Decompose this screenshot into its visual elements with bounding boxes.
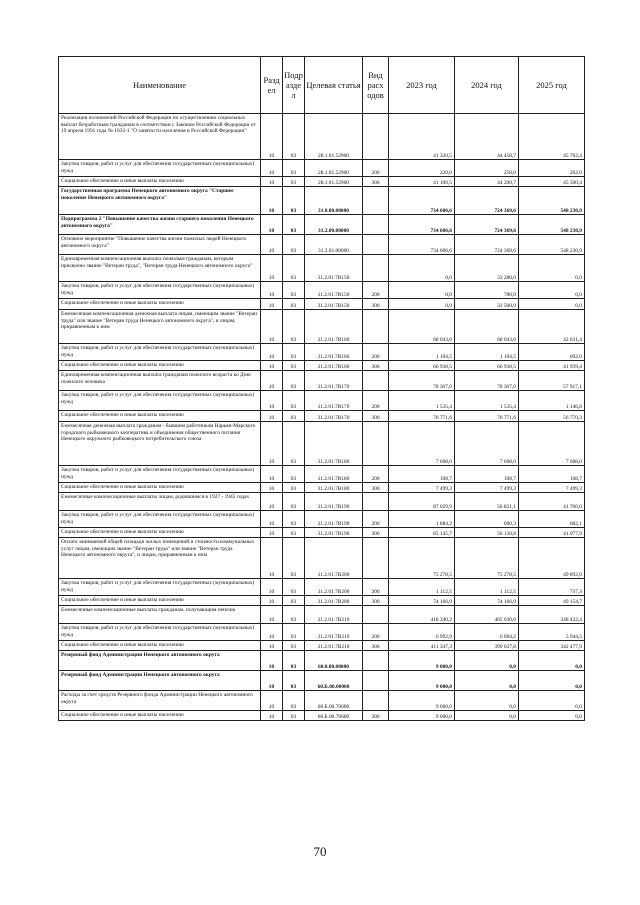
- cell-podrazdel: 03: [283, 511, 305, 528]
- cell-podrazdel: 03: [283, 422, 305, 466]
- cell-2025: 262,0: [519, 160, 585, 177]
- cell-article: 60.0.00.00000: [305, 651, 363, 671]
- cell-razdel: 10: [261, 466, 283, 483]
- cell-vid: 200: [363, 624, 389, 641]
- cell-2024: 56 821,1: [455, 493, 519, 511]
- cell-name: Расходы за счет средств Резервного фонда Администрации Ненецкого автономного округа: [59, 691, 261, 711]
- cell-article: 31.2.01.7В180: [305, 422, 363, 466]
- cell-podrazdel: 03: [283, 160, 305, 177]
- cell-name: Оплата занимаемой общей площади жилых помещений и стоимости коммунальных услуг лицам, имеющим звание "Ветеран труда" или звание "Ветеран труда Ненецкого автономного округа", и лицам, приравненным к ним: [59, 538, 261, 579]
- table-row: [59, 114, 585, 160]
- cell-2025: 57 917,1: [519, 371, 585, 391]
- table-row: [59, 215, 585, 235]
- cell-vid: [363, 651, 389, 671]
- cell-2024: 405 030,0: [455, 606, 519, 624]
- cell-article: 60.Б.00.00000: [305, 671, 363, 691]
- cell-2025: 348 422,4: [519, 606, 585, 624]
- cell-article: 31.2.01.7В170: [305, 371, 363, 391]
- header-article: Целевая статья: [305, 57, 363, 114]
- cell-vid: 200: [363, 160, 389, 177]
- cell-article: 31.2.01.7В160: [305, 310, 363, 344]
- table-row: [59, 361, 585, 371]
- cell-razdel: 10: [261, 691, 283, 711]
- header-name: Наименование: [59, 57, 261, 114]
- cell-razdel: 10: [261, 422, 283, 466]
- cell-razdel: 10: [261, 255, 283, 282]
- cell-razdel: 10: [261, 483, 283, 493]
- cell-vid: [363, 187, 389, 215]
- cell-vid: [363, 310, 389, 344]
- cell-name: Закупка товаров, работ и услуг для обеспечения государственных (муниципальных) нужд: [59, 624, 261, 641]
- cell-2025: 7 499,3: [519, 483, 585, 493]
- table-row: [59, 466, 585, 483]
- cell-podrazdel: 03: [283, 691, 305, 711]
- cell-name: Закупка товаров, работ и услуг для обеспечения государственных (муниципальных) нужд: [59, 579, 261, 596]
- cell-2024: 78 307,0: [455, 371, 519, 391]
- cell-2024: 724 369,6: [455, 215, 519, 235]
- cell-vid: [363, 114, 389, 160]
- cell-2023: 734 606,6: [389, 235, 455, 255]
- cell-name: Единовременная компенсационная выплата пожилым гражданам, которым присвоено звание "Ветеран труда", "Ветеран труда Ненецкого автономного округа": [59, 255, 261, 282]
- cell-razdel: 10: [261, 215, 283, 235]
- table-row: [59, 235, 585, 255]
- cell-razdel: 10: [261, 596, 283, 606]
- table-row: [59, 651, 585, 671]
- cell-article: 31.2.01.7В170: [305, 391, 363, 411]
- cell-podrazdel: 03: [283, 255, 305, 282]
- cell-name: Ежемесячные компенсационные выплаты лицам, родившимся в 1927 - 1945 годах: [59, 493, 261, 511]
- cell-name: Закупка товаров, работ и услуг для обеспечения государственных (муниципальных) нужд: [59, 391, 261, 411]
- header-2024: 2024 год: [455, 57, 519, 114]
- table-row: [59, 299, 585, 310]
- table-row: [59, 483, 585, 493]
- cell-2024: 75 278,5: [455, 538, 519, 579]
- cell-name: Социальное обеспечение и иные выплаты населению: [59, 483, 261, 493]
- cell-name: Социальное обеспечение и иные выплаты населению: [59, 711, 261, 721]
- cell-2024: 724 369,6: [455, 235, 519, 255]
- cell-2025: 41 760,0: [519, 493, 585, 511]
- cell-article: 28.1.01.52900: [305, 160, 363, 177]
- cell-vid: 300: [363, 299, 389, 310]
- cell-vid: [363, 671, 389, 691]
- cell-2023: 1 104,5: [389, 344, 455, 361]
- cell-name: Подпрограмма 2 "Повышение качества жизни старшего поколения Ненецкого автономного округа": [59, 215, 261, 235]
- cell-article: 60.Б.00.70600: [305, 711, 363, 721]
- cell-2024: 68 043,0: [455, 310, 519, 344]
- cell-article: 31.2.01.7В150: [305, 255, 363, 282]
- cell-vid: 300: [363, 596, 389, 606]
- cell-article: 28.1.01.52900: [305, 114, 363, 160]
- cell-vid: [363, 422, 389, 466]
- cell-2023: 74 166,0: [389, 596, 455, 606]
- cell-2023: 0,0: [389, 299, 455, 310]
- cell-article: 31.2.01.7В210: [305, 624, 363, 641]
- cell-name: Социальное обеспечение и иные выплаты населению: [59, 411, 261, 422]
- cell-2023: 6 992,9: [389, 624, 455, 641]
- cell-podrazdel: 03: [283, 344, 305, 361]
- budget-table: [58, 56, 585, 721]
- cell-2024: 0,0: [455, 691, 519, 711]
- cell-2023: 41 320,5: [389, 114, 455, 160]
- cell-2023: 1 535,4: [389, 391, 455, 411]
- cell-2023: 1 112,5: [389, 579, 455, 596]
- cell-name: Закупка товаров, работ и услуг для обеспечения государственных (муниципальных) нужд: [59, 282, 261, 299]
- cell-article: 31.2.01.00000: [305, 235, 363, 255]
- cell-2023: 0,0: [389, 255, 455, 282]
- table-row: [59, 371, 585, 391]
- cell-podrazdel: 03: [283, 391, 305, 411]
- cell-vid: 200: [363, 391, 389, 411]
- cell-razdel: 10: [261, 711, 283, 721]
- cell-vid: 200: [363, 344, 389, 361]
- cell-2025: 548 230,9: [519, 215, 585, 235]
- cell-2025: 7 608,0: [519, 422, 585, 466]
- cell-2025: 56 770,3: [519, 411, 585, 422]
- cell-2025: 682,1: [519, 511, 585, 528]
- cell-podrazdel: 03: [283, 177, 305, 187]
- cell-name: Социальное обеспечение и иные выплаты населению: [59, 596, 261, 606]
- cell-razdel: 10: [261, 606, 283, 624]
- cell-article: 28.1.01.52900: [305, 177, 363, 187]
- cell-2025: 45 762,4: [519, 114, 585, 160]
- cell-vid: [363, 255, 389, 282]
- cell-name: Ежемесячная денежная выплата гражданам - бывшим работникам Нарьян-Марского городского рыбковецкого кооператива и объединения общественного питания Ненецкого окружного рыбковецкого потребительского союза: [59, 422, 261, 466]
- table-header-row: [59, 57, 585, 114]
- cell-2024: 1 535,4: [455, 391, 519, 411]
- cell-2025: 49 154,7: [519, 596, 585, 606]
- table-row: [59, 282, 585, 299]
- cell-podrazdel: 03: [283, 361, 305, 371]
- cell-article: 31.2.01.7В190: [305, 528, 363, 538]
- cell-razdel: 10: [261, 114, 283, 160]
- cell-name: Закупка товаров, работ и услуг для обеспечения государственных (муниципальных) нужд: [59, 511, 261, 528]
- cell-podrazdel: 03: [283, 282, 305, 299]
- cell-2023: 734 606,6: [389, 187, 455, 215]
- cell-article: 31.2.01.7В150: [305, 299, 363, 310]
- cell-name: Закупка товаров, работ и услуг для обеспечения государственных (муниципальных) нужд: [59, 466, 261, 483]
- page-number: 70: [313, 844, 327, 859]
- cell-2024: 690,3: [455, 511, 519, 528]
- cell-2025: 41 077,9: [519, 528, 585, 538]
- cell-2025: 0,0: [519, 299, 585, 310]
- cell-article: 31.2.01.7В200: [305, 538, 363, 579]
- cell-article: 31.2.01.7В190: [305, 493, 363, 511]
- cell-2024: 76 771,6: [455, 411, 519, 422]
- cell-2023: 0,0: [389, 282, 455, 299]
- header-2023: 2023 год: [389, 57, 455, 114]
- cell-podrazdel: 03: [283, 493, 305, 511]
- cell-2025: 548 230,9: [519, 187, 585, 215]
- table-row: [59, 255, 585, 282]
- cell-2024: 724 369,6: [455, 187, 519, 215]
- cell-2023: 75 278,5: [389, 538, 455, 579]
- cell-2024: 399 027,8: [455, 641, 519, 651]
- cell-name: Социальное обеспечение и иные выплаты населению: [59, 641, 261, 651]
- cell-vid: [363, 215, 389, 235]
- cell-article: 31.2.00.00000: [305, 215, 363, 235]
- cell-razdel: 10: [261, 282, 283, 299]
- cell-2025: 548 230,9: [519, 235, 585, 255]
- cell-article: 31.2.01.7В150: [305, 282, 363, 299]
- cell-podrazdel: 03: [283, 651, 305, 671]
- cell-2024: 56 130,8: [455, 528, 519, 538]
- cell-vid: [363, 691, 389, 711]
- cell-razdel: 10: [261, 371, 283, 391]
- table-body: [59, 114, 585, 721]
- cell-vid: 300: [363, 483, 389, 493]
- cell-article: 31.2.01.7В210: [305, 606, 363, 624]
- table-row: [59, 538, 585, 579]
- cell-podrazdel: 03: [283, 596, 305, 606]
- cell-2024: 7 499,3: [455, 483, 519, 493]
- cell-2024: 1 112,5: [455, 579, 519, 596]
- cell-2023: 76 771,6: [389, 411, 455, 422]
- cell-2023: 7 499,3: [389, 483, 455, 493]
- header-podrazdel: Подр азде л: [283, 57, 305, 114]
- cell-razdel: 10: [261, 235, 283, 255]
- cell-name: Закупка товаров, работ и услуг для обеспечения государственных (муниципальных) нужд: [59, 160, 261, 177]
- cell-vid: 200: [363, 282, 389, 299]
- cell-2024: 44 200,7: [455, 177, 519, 187]
- cell-podrazdel: 03: [283, 299, 305, 310]
- cell-razdel: 10: [261, 411, 283, 422]
- cell-razdel: 10: [261, 391, 283, 411]
- cell-2024: 780,0: [455, 282, 519, 299]
- cell-article: 31.2.01.7В170: [305, 411, 363, 422]
- cell-article: 60.Б.00.70600: [305, 691, 363, 711]
- cell-article: 31.0.00.00000: [305, 187, 363, 215]
- cell-razdel: 10: [261, 651, 283, 671]
- cell-2025: 45 500,4: [519, 177, 585, 187]
- cell-vid: [363, 235, 389, 255]
- cell-2023: 9 000,0: [389, 651, 455, 671]
- cell-2023: 9 000,0: [389, 711, 455, 721]
- cell-razdel: 10: [261, 579, 283, 596]
- cell-2025: 0,0: [519, 651, 585, 671]
- cell-razdel: 10: [261, 538, 283, 579]
- cell-2025: 1 146,8: [519, 391, 585, 411]
- cell-name: Резервный фонд Администрации Ненецкого автономного округа: [59, 651, 261, 671]
- cell-name: Социальное обеспечение и иные выплаты населению: [59, 528, 261, 538]
- cell-2023: 7 608,0: [389, 422, 455, 466]
- cell-razdel: 10: [261, 641, 283, 651]
- header-vid: Вид расх одов: [363, 57, 389, 114]
- cell-razdel: 10: [261, 160, 283, 177]
- cell-vid: [363, 371, 389, 391]
- table-row: [59, 596, 585, 606]
- cell-razdel: 10: [261, 671, 283, 691]
- cell-2025: 0,0: [519, 711, 585, 721]
- cell-2024: 32 500,0: [455, 299, 519, 310]
- cell-article: 31.2.01.7В200: [305, 579, 363, 596]
- cell-2024: 7 608,0: [455, 422, 519, 466]
- cell-2023: 1 884,2: [389, 511, 455, 528]
- table-row: [59, 579, 585, 596]
- cell-2023: 68 043,0: [389, 310, 455, 344]
- cell-2024: 44 458,7: [455, 114, 519, 160]
- cell-article: 31.2.01.7В160: [305, 361, 363, 371]
- cell-razdel: 10: [261, 187, 283, 215]
- cell-razdel: 10: [261, 624, 283, 641]
- table-row: [59, 606, 585, 624]
- cell-vid: [363, 538, 389, 579]
- table-row: [59, 187, 585, 215]
- cell-2024: 66 938,5: [455, 361, 519, 371]
- cell-name: Единовременная компенсационная выплата гражданам пожилого возраста ко Дню пожилого человека: [59, 371, 261, 391]
- cell-2024: 0,0: [455, 711, 519, 721]
- cell-vid: 300: [363, 361, 389, 371]
- cell-2025: 0,0: [519, 671, 585, 691]
- cell-2024: 74 166,0: [455, 596, 519, 606]
- table-row: [59, 641, 585, 651]
- cell-podrazdel: 03: [283, 579, 305, 596]
- table-row: [59, 391, 585, 411]
- cell-vid: 300: [363, 411, 389, 422]
- cell-2025: 692,0: [519, 344, 585, 361]
- cell-name: Социальное обеспечение и иные выплаты населению: [59, 299, 261, 310]
- cell-podrazdel: 03: [283, 606, 305, 624]
- cell-vid: [363, 606, 389, 624]
- cell-razdel: 10: [261, 177, 283, 187]
- cell-vid: 300: [363, 177, 389, 187]
- cell-vid: 200: [363, 579, 389, 596]
- cell-2024: 6 004,2: [455, 624, 519, 641]
- cell-2024: 0,0: [455, 651, 519, 671]
- cell-podrazdel: 03: [283, 483, 305, 493]
- cell-razdel: 10: [261, 528, 283, 538]
- header-razdel: Разд ел: [261, 57, 283, 114]
- cell-2024: 258,0: [455, 160, 519, 177]
- cell-name: Социальное обеспечение и иные выплаты населению: [59, 361, 261, 371]
- cell-name: Закупка товаров, работ и услуг для обеспечения государственных (муниципальных) нужд: [59, 344, 261, 361]
- cell-article: 31.2.01.7В180: [305, 466, 363, 483]
- cell-razdel: 10: [261, 299, 283, 310]
- table-row: [59, 177, 585, 187]
- cell-name: Реализация полномочий Российской Федерации по осуществлению социальных выплат безработным гражданам в соответствии с Законом Российской Федерации от 19 апреля 1991 года № 1032-1 "О занятости населения в Российской Федерации": [59, 114, 261, 160]
- cell-name: Резервный фонд Администрации Ненецкого автономного округа: [59, 671, 261, 691]
- cell-podrazdel: 03: [283, 310, 305, 344]
- cell-podrazdel: 03: [283, 371, 305, 391]
- cell-2024: 33 280,0: [455, 255, 519, 282]
- cell-article: 31.2.01.7В190: [305, 511, 363, 528]
- cell-2025: 0,0: [519, 282, 585, 299]
- cell-name: Социальное обеспечение и иные выплаты населению: [59, 177, 261, 187]
- table-row: [59, 691, 585, 711]
- cell-2023: 734 606,6: [389, 215, 455, 235]
- cell-article: 31.2.01.7В200: [305, 596, 363, 606]
- cell-2025: 41 939,4: [519, 361, 585, 371]
- cell-2023: 9 000,0: [389, 671, 455, 691]
- cell-podrazdel: 03: [283, 671, 305, 691]
- table-row: [59, 160, 585, 177]
- document-page: [58, 56, 584, 721]
- table-row: [59, 528, 585, 538]
- cell-2023: 108,7: [389, 466, 455, 483]
- cell-2023: 85 145,7: [389, 528, 455, 538]
- cell-podrazdel: 03: [283, 528, 305, 538]
- cell-name: Государственная программа Ненецкого автономного округа "Старшее поколение Ненецкого автономного округа": [59, 187, 261, 215]
- cell-2025: 108,7: [519, 466, 585, 483]
- cell-vid: 300: [363, 528, 389, 538]
- cell-podrazdel: 03: [283, 114, 305, 160]
- table-row: [59, 624, 585, 641]
- cell-vid: 300: [363, 711, 389, 721]
- cell-2025: 49 892,0: [519, 538, 585, 579]
- cell-vid: 200: [363, 466, 389, 483]
- cell-vid: 300: [363, 641, 389, 651]
- cell-2025: 737,3: [519, 579, 585, 596]
- table-row: [59, 711, 585, 721]
- table-row: [59, 671, 585, 691]
- cell-2023: 9 000,0: [389, 691, 455, 711]
- cell-2023: 418 340,2: [389, 606, 455, 624]
- cell-article: 31.2.01.7В160: [305, 344, 363, 361]
- cell-podrazdel: 03: [283, 711, 305, 721]
- cell-2025: 42 631,4: [519, 310, 585, 344]
- cell-article: 31.2.01.7В180: [305, 483, 363, 493]
- table-row: [59, 493, 585, 511]
- cell-name: Основное мероприятие "Повышение качества жизни пожилых людей Ненецкого автономного округа": [59, 235, 261, 255]
- table-row: [59, 411, 585, 422]
- cell-2024: 108,7: [455, 466, 519, 483]
- cell-2023: 87 029,9: [389, 493, 455, 511]
- cell-2023: 220,0: [389, 160, 455, 177]
- cell-2023: 411 347,3: [389, 641, 455, 651]
- cell-2025: 0,0: [519, 691, 585, 711]
- cell-razdel: 10: [261, 493, 283, 511]
- cell-podrazdel: 03: [283, 538, 305, 579]
- cell-2023: 78 307,0: [389, 371, 455, 391]
- cell-razdel: 10: [261, 344, 283, 361]
- cell-razdel: 10: [261, 361, 283, 371]
- cell-podrazdel: 03: [283, 624, 305, 641]
- cell-vid: [363, 493, 389, 511]
- cell-podrazdel: 03: [283, 466, 305, 483]
- cell-razdel: 10: [261, 511, 283, 528]
- table-row: [59, 511, 585, 528]
- table-row: [59, 310, 585, 344]
- table-row: [59, 344, 585, 361]
- table-row: [59, 422, 585, 466]
- cell-vid: 200: [363, 511, 389, 528]
- cell-name: Ежемесячная компенсационная денежная выплата лицам, имеющим звание "Ветеран труда" или звание "Ветеран труда Ненецкого автономного округа", и лицам, приравненным к ним: [59, 310, 261, 344]
- cell-name: Ежемесячные компенсационные выплаты гражданам, получающим пенсию: [59, 606, 261, 624]
- cell-2024: 0,0: [455, 671, 519, 691]
- cell-podrazdel: 03: [283, 235, 305, 255]
- cell-2023: 66 938,5: [389, 361, 455, 371]
- cell-podrazdel: 03: [283, 641, 305, 651]
- cell-2023: 41 100,5: [389, 177, 455, 187]
- cell-razdel: 10: [261, 310, 283, 344]
- cell-2025: 342 477,9: [519, 641, 585, 651]
- cell-podrazdel: 03: [283, 187, 305, 215]
- cell-2025: 5 944,5: [519, 624, 585, 641]
- cell-podrazdel: 03: [283, 215, 305, 235]
- cell-article: 31.2.01.7В210: [305, 641, 363, 651]
- cell-2025: 0,0: [519, 255, 585, 282]
- cell-2024: 1 104,5: [455, 344, 519, 361]
- header-2025: 2025 год: [519, 57, 585, 114]
- cell-podrazdel: 03: [283, 411, 305, 422]
